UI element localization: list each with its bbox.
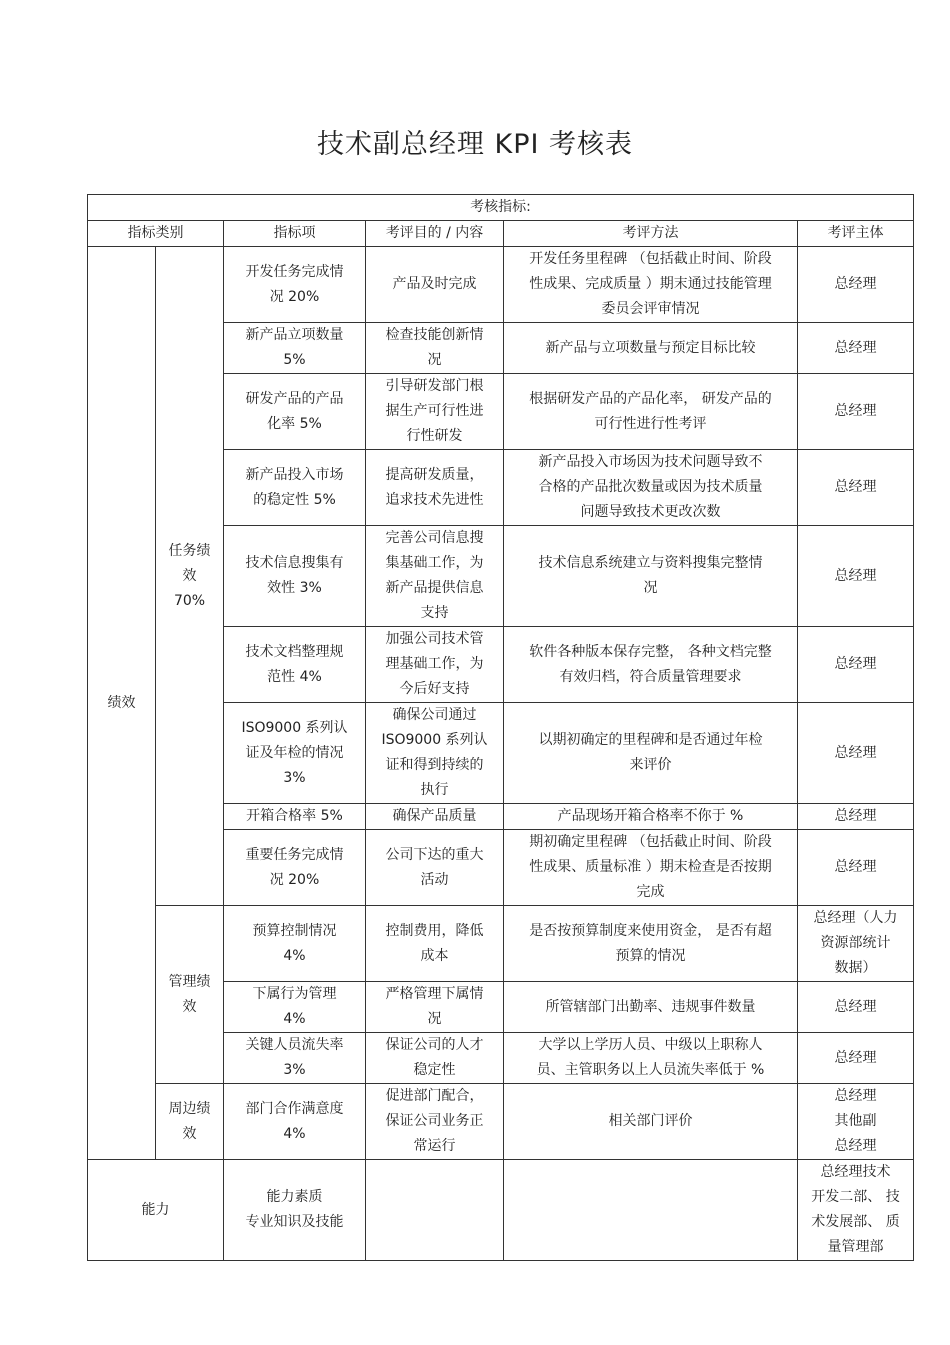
header-category: 指标类别 xyxy=(88,221,224,247)
cell-item: 新产品立项数量 5% xyxy=(224,323,366,374)
cell-item: 新产品投入市场 的稳定性 5% xyxy=(224,450,366,526)
cell-subject: 总经理 xyxy=(798,627,914,703)
cell-item: 技术信息搜集有 效性 3% xyxy=(224,526,366,627)
cell-item: 开箱合格率 5% xyxy=(224,804,366,830)
cell-subject: 总经理 xyxy=(798,804,914,830)
header-subject: 考评主体 xyxy=(798,221,914,247)
table-caption: 考核指标: xyxy=(88,195,914,221)
cell-method: 相关部门评价 xyxy=(504,1084,798,1160)
cell-item: 下属行为管理 4% xyxy=(224,982,366,1033)
cell-item: 部门合作满意度 4% xyxy=(224,1084,366,1160)
cell-subject: 总经理 xyxy=(798,982,914,1033)
cell-purpose: 保证公司的人才 稳定性 xyxy=(366,1033,504,1084)
cell-purpose: 确保公司通过 ISO9000 系列认 证和得到持续的 执行 xyxy=(366,703,504,804)
cell-method: 新产品与立项数量与预定目标比较 xyxy=(504,323,798,374)
cell-subject: 总经理（人力 资源部统计 数据） xyxy=(798,906,914,982)
kpi-table xyxy=(87,194,914,1261)
cell-purpose: 公司下达的重大 活动 xyxy=(366,830,504,906)
cell-method: 新产品投入市场因为技术问题导致不 合格的产品批次数量或因为技术质量 问题导致技术更改次数 xyxy=(504,450,798,526)
category-ability: 能力 xyxy=(88,1160,224,1261)
cell-method: 期初确定里程碑 （包括截止时间、阶段 性成果、质量标准 ）期末检查是否按期 完成 xyxy=(504,830,798,906)
cell-item: 预算控制情况 4% xyxy=(224,906,366,982)
cell-subject: 总经理 xyxy=(798,374,914,450)
cell-subject: 总经理 xyxy=(798,830,914,906)
cell-purpose: 控制费用，降低 成本 xyxy=(366,906,504,982)
cell-item: 技术文档整理规 范性 4% xyxy=(224,627,366,703)
cell-subject: 总经理 xyxy=(798,526,914,627)
cell-subject: 总经理 xyxy=(798,323,914,374)
cell-method: 所管辖部门出勤率、违规事件数量 xyxy=(504,982,798,1033)
cell-item: ISO9000 系列认 证及年检的情况 3% xyxy=(224,703,366,804)
header-purpose: 考评目的 / 内容 xyxy=(366,221,504,247)
table-row xyxy=(88,906,914,982)
cell-purpose: 严格管理下属情 况 xyxy=(366,982,504,1033)
cell-method: 产品现场开箱合格率不你于 % xyxy=(504,804,798,830)
cell-method: 软件各种版本保存完整， 各种文档完整 有效归档，符合质量管理要求 xyxy=(504,627,798,703)
table-row xyxy=(88,1084,914,1160)
cell-item: 研发产品的产品 化率 5% xyxy=(224,374,366,450)
cell-purpose: 促进部门配合， 保证公司业务正 常运行 xyxy=(366,1084,504,1160)
cell-purpose: 检查技能创新情 况 xyxy=(366,323,504,374)
header-item: 指标项 xyxy=(224,221,366,247)
cell-purpose: 加强公司技术管 理基础工作，为 今后好支持 xyxy=(366,627,504,703)
cell-purpose: 产品及时完成 xyxy=(366,247,504,323)
cell-subject: 总经理 xyxy=(798,450,914,526)
cell-purpose xyxy=(366,1160,504,1261)
cell-subject: 总经理 其他副 总经理 xyxy=(798,1084,914,1160)
header-method: 考评方法 xyxy=(504,221,798,247)
cell-purpose: 引导研发部门根 据生产可行性进 行性研发 xyxy=(366,374,504,450)
group-task: 任务绩 效 70% xyxy=(156,247,224,906)
cell-item: 关键人员流失率 3% xyxy=(224,1033,366,1084)
cell-purpose: 确保产品质量 xyxy=(366,804,504,830)
cell-method: 大学以上学历人员、中级以上职称人 员、主管职务以上人员流失率低于 % xyxy=(504,1033,798,1084)
cell-subject: 总经理技术 开发二部、 技 术发展部、 质 量管理部 xyxy=(798,1160,914,1261)
cell-method: 技术信息系统建立与资料搜集完整情 况 xyxy=(504,526,798,627)
cell-method: 以期初确定的里程碑和是否通过年检 来评价 xyxy=(504,703,798,804)
cell-subject: 总经理 xyxy=(798,247,914,323)
cell-subject: 总经理 xyxy=(798,1033,914,1084)
page-title: 技术副总经理 KPI 考核表 xyxy=(316,129,634,160)
table-row xyxy=(88,1160,914,1261)
cell-subject: 总经理 xyxy=(798,703,914,804)
group-peripheral: 周边绩 效 xyxy=(156,1084,224,1160)
cell-method: 开发任务里程碑 （包括截止时间、阶段 性成果、完成质量 ）期末通过技能管理 委员会评审情况 xyxy=(504,247,798,323)
category-performance: 绩效 xyxy=(88,247,156,1160)
cell-item: 开发任务完成情 况 20% xyxy=(224,247,366,323)
cell-method: 根据研发产品的产品化率， 研发产品的 可行性进行性考评 xyxy=(504,374,798,450)
group-management: 管理绩 效 xyxy=(156,906,224,1084)
cell-purpose: 提高研发质量， 追求技术先进性 xyxy=(366,450,504,526)
cell-method xyxy=(504,1160,798,1261)
table-row xyxy=(88,247,914,323)
cell-item: 能力素质 专业知识及技能 xyxy=(224,1160,366,1261)
cell-method: 是否按预算制度来使用资金， 是否有超 预算的情况 xyxy=(504,906,798,982)
cell-purpose: 完善公司信息搜 集基础工作，为 新产品提供信息 支持 xyxy=(366,526,504,627)
cell-item: 重要任务完成情 况 20% xyxy=(224,830,366,906)
